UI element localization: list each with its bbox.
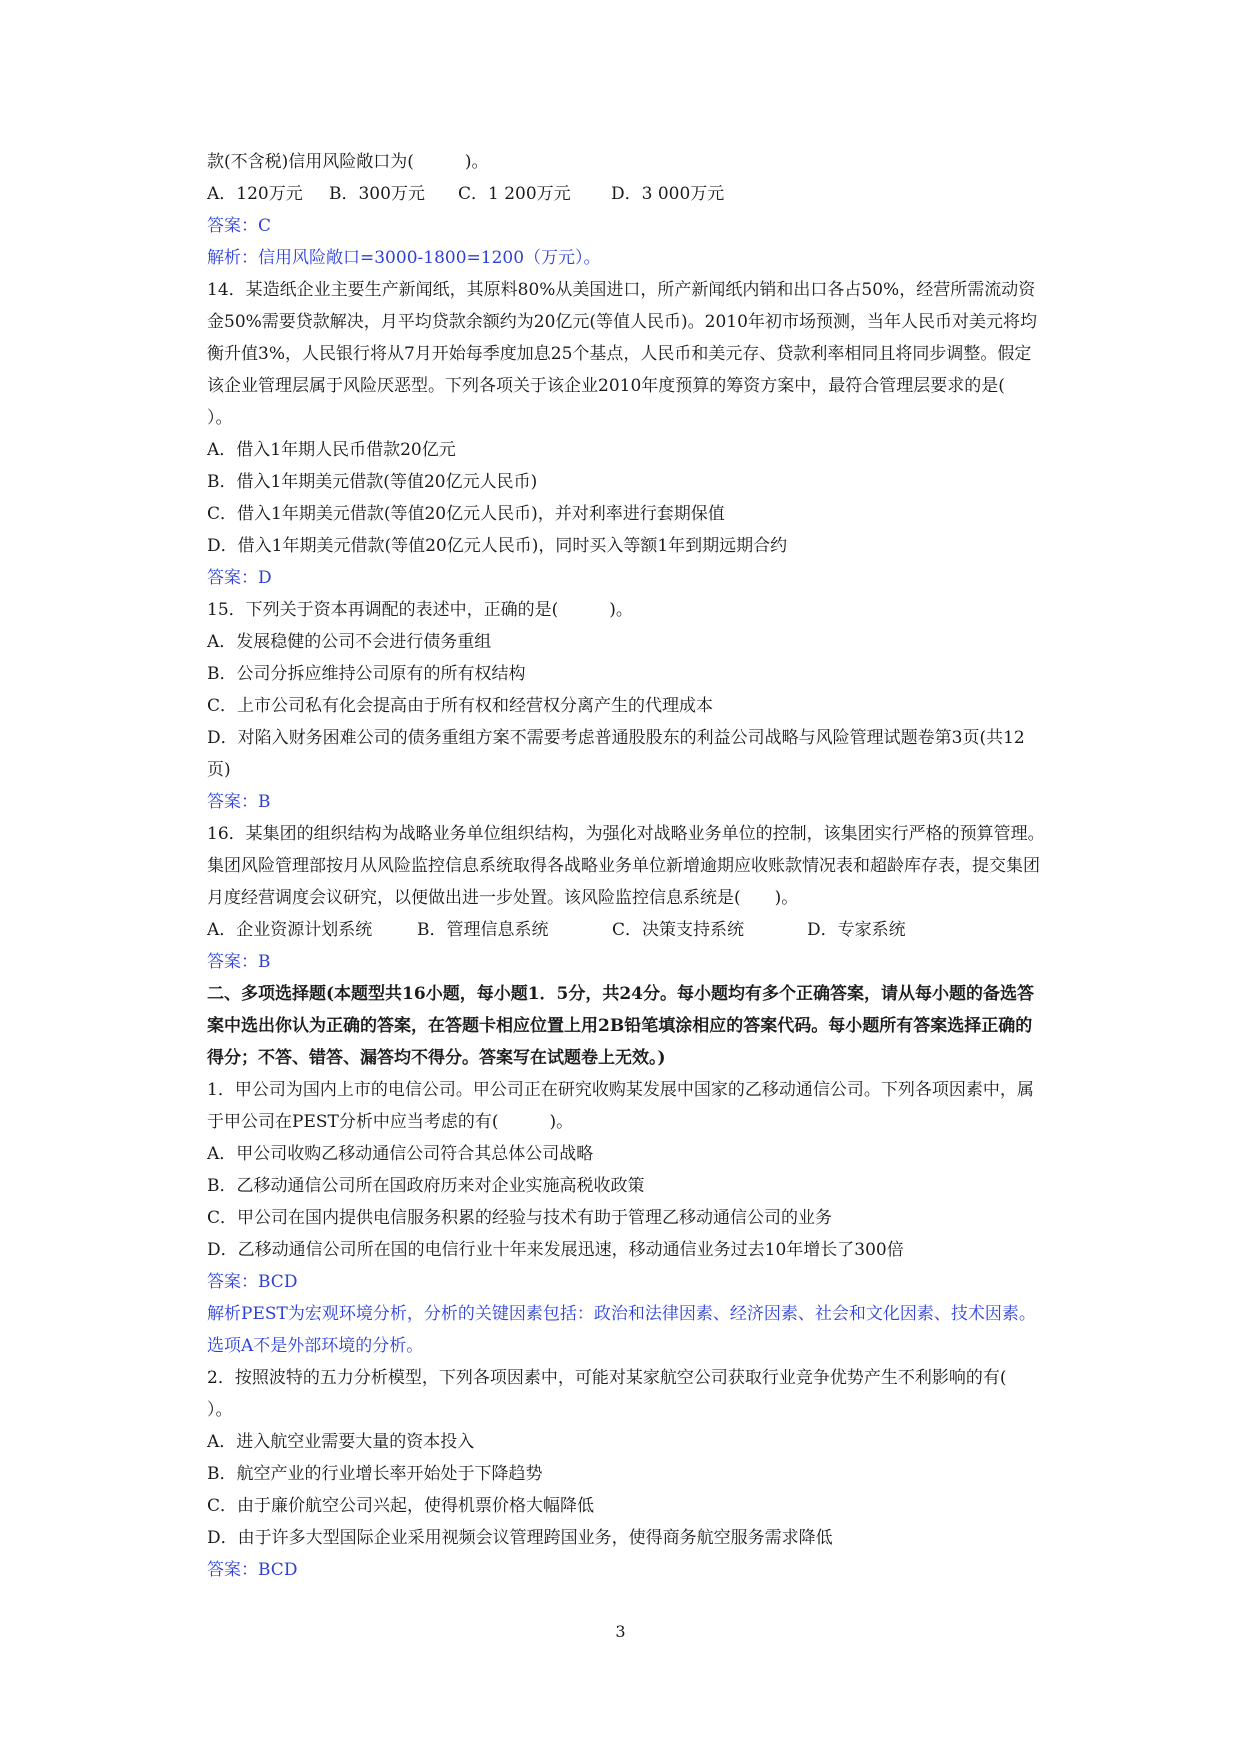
section-heading-line: 二、多项选择题(本题型共16小题，每小题1．5分，共24分。每小题均有多个正确答案，请从每小题的备选答 [207, 984, 1035, 1004]
page-number: 3 [615, 1622, 626, 1641]
text-line: 于甲公司在PEST分析中应当考虑的有( )。 [207, 1112, 574, 1132]
text-line: A．发展稳健的公司不会进行债务重组 [207, 632, 492, 652]
answer-line: 答案：B [207, 792, 271, 812]
answer-line: 答案：BCD [207, 1560, 298, 1580]
text-line: D．借入1年期美元借款(等值20亿元人民币)，同时买入等额1年到期远期合约 [207, 536, 788, 556]
q13-option-a: A．120万元 [207, 184, 303, 204]
answer-line: 答案：BCD [207, 1272, 298, 1292]
analysis-line: 解析：信用风险敞口=3000-1800=1200（万元）。 [207, 248, 601, 268]
text-line: 该企业管理层属于风险厌恶型。下列各项关于该企业2010年度预算的筹资方案中，最符合管理层要求的是( [207, 376, 1005, 396]
text-line: 集团风险管理部按月从风险监控信息系统取得各战略业务单位新增逾期应收账款情况表和超龄库存表，提交集团 [207, 856, 1040, 876]
text-line: 14．某造纸企业主要生产新闻纸，其原料80%从美国进口，所产新闻纸内销和出口各占50%，经营所需流动资 [207, 280, 1036, 300]
text-line: 16．某集团的组织结构为战略业务单位组织结构，为强化对战略业务单位的控制，该集团实行严格的预算管理。 [207, 824, 1045, 844]
text-line: ）。 [207, 1400, 233, 1420]
text-line: A．进入航空业需要大量的资本投入 [207, 1432, 475, 1452]
text-line: B．借入1年期美元借款(等值20亿元人民币) [207, 472, 538, 492]
text-line: 1．甲公司为国内上市的电信公司。甲公司正在研究收购某发展中国家的乙移动通信公司。下列各项因素中，属 [207, 1080, 1034, 1100]
text-line: B．乙移动通信公司所在国政府历来对企业实施高税收政策 [207, 1176, 645, 1196]
text-line: B．航空产业的行业增长率开始处于下降趋势 [207, 1464, 543, 1484]
text-line: D．由于许多大型国际企业采用视频会议管理跨国业务，使得商务航空服务需求降低 [207, 1528, 833, 1548]
q13-option-c: C．1 200万元 [458, 184, 571, 204]
text-line: C．甲公司在国内提供电信服务积累的经验与技术有助于管理乙移动通信公司的业务 [207, 1208, 833, 1228]
section-heading-line: 案中选出你认为正确的答案，在答题卡相应位置上用2B铅笔填涂相应的答案代码。每小题所有答案选择正确的 [207, 1016, 1033, 1036]
text-line: 页) [207, 760, 231, 780]
analysis-line: 解析PEST为宏观环境分析，分析的关键因素包括：政治和法律因素、经济因素、社会和文化因素、技术因素。 [207, 1304, 1036, 1324]
text-line: 金50%需要贷款解决，月平均贷款余额约为20亿元(等值人民币)。2010年初市场预测，当年人民币对美元将均 [207, 312, 1037, 332]
text-line: 月度经营调度会议研究，以便做出进一步处置。该风险监控信息系统是( )。 [207, 888, 799, 908]
text-line: C．上市公司私有化会提高由于所有权和经营权分离产生的代理成本 [207, 696, 714, 716]
answer-line: 答案：C [207, 216, 272, 236]
text-line: 衡升值3%，人民银行将从7月开始每季度加息25个基点，人民币和美元存、贷款利率相同且将同步调整。假定 [207, 344, 1032, 364]
q16-options [207, 914, 1127, 946]
q16-option-d: D．专家系统 [807, 920, 906, 940]
text-line: C．借入1年期美元借款(等值20亿元人民币)，并对利率进行套期保值 [207, 504, 725, 524]
answer-line: 答案：D [207, 568, 272, 588]
q16-option-c: C．决策支持系统 [612, 920, 745, 940]
text-line: C．由于廉价航空公司兴起，使得机票价格大幅降低 [207, 1496, 595, 1516]
text-line: 款(不含税)信用风险敞口为( )。 [207, 152, 489, 172]
text-line: A．甲公司收购乙移动通信公司符合其总体公司战略 [207, 1144, 594, 1164]
text-line: A．借入1年期人民币借款20亿元 [207, 440, 456, 460]
text-line: 15．下列关于资本再调配的表述中，正确的是( )。 [207, 600, 633, 620]
analysis-line: 选项A不是外部环境的分析。 [207, 1336, 424, 1356]
text-line: 2．按照波特的五力分析模型，下列各项因素中，可能对某家航空公司获取行业竞争优势产生不利影响的有( [207, 1368, 1007, 1388]
q16-option-b: B．管理信息系统 [417, 920, 549, 940]
q16-option-a: A．企业资源计划系统 [207, 920, 373, 940]
section-heading-line: 得分；不答、错答、漏答均不得分。答案写在试题卷上无效。) [207, 1048, 666, 1068]
q13-option-d: D．3 000万元 [611, 184, 725, 204]
text-line: D．对陷入财务困难公司的债务重组方案不需要考虑普通股股东的利益公司战略与风险管理试题卷第3页(共12 [207, 728, 1025, 748]
text-line: B．公司分拆应维持公司原有的所有权结构 [207, 664, 526, 684]
text-body [207, 146, 1127, 1586]
q13-option-b: B．300万元 [329, 184, 425, 204]
text-line: D．乙移动通信公司所在国的电信行业十年来发展迅速，移动通信业务过去10年增长了300倍 [207, 1240, 904, 1260]
answer-line: 答案：B [207, 952, 271, 972]
text-line: ）。 [207, 408, 233, 428]
q13-options [207, 178, 1127, 210]
